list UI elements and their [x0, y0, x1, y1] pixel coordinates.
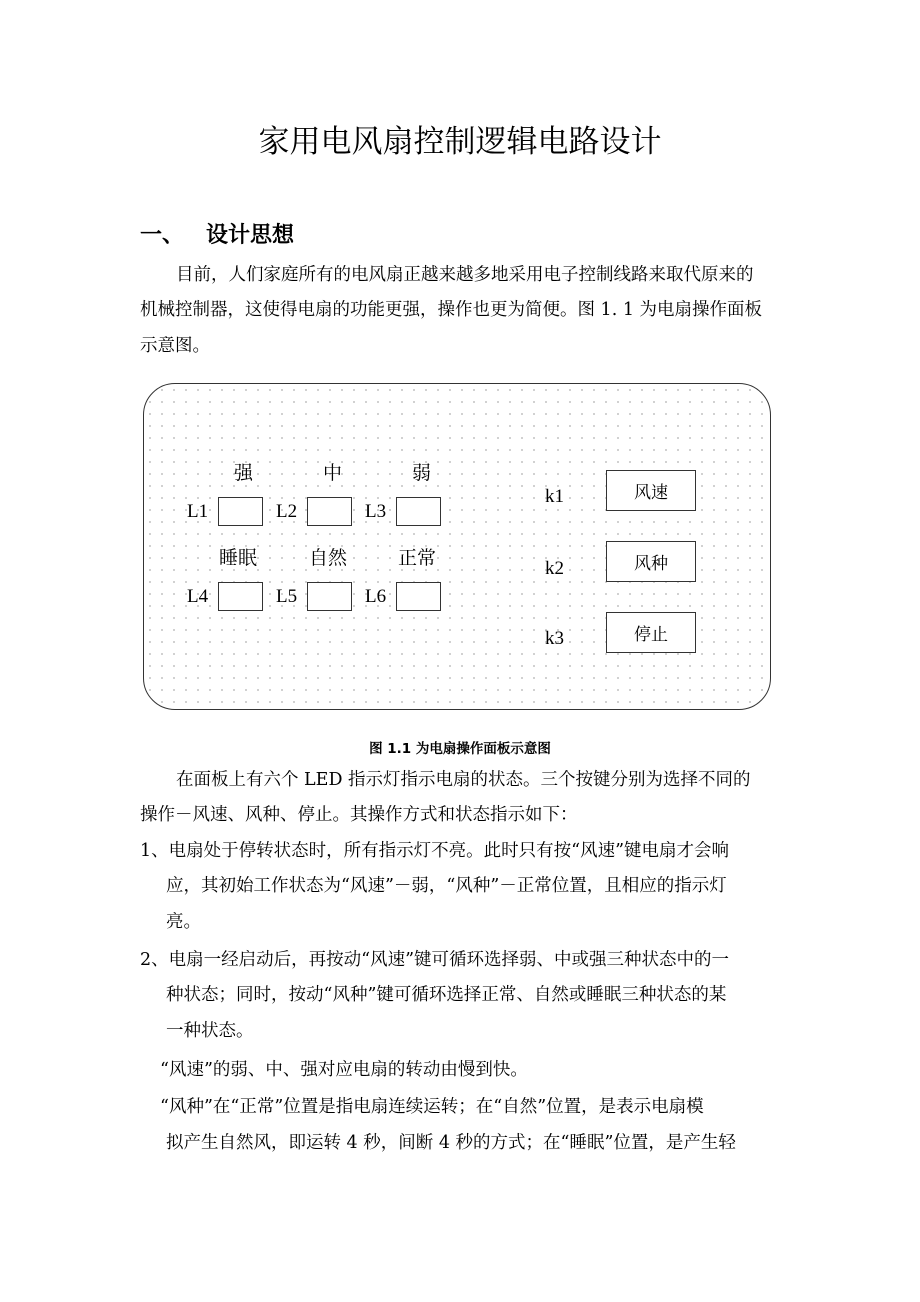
paragraph-line: 操作－风速、风种、停止。其操作方式和状态指示如下：	[140, 805, 578, 825]
led-name-l2: L2	[276, 501, 298, 522]
led-l1	[218, 497, 263, 526]
key-name-k1: k1	[545, 486, 564, 507]
paragraph-line: “风种”在“正常”位置是指电扇连续运转；在“自然”位置，是表示电扇模	[160, 1097, 704, 1117]
paragraph-line: 种状态；同时，按动“风种”键可循环选择正常、自然或睡眠三种状态的某	[166, 985, 727, 1005]
paragraph-line: 拟产生自然风，即运转 4 秒，间断 4 秒的方式；在“睡眠”位置，是产生轻	[166, 1133, 736, 1153]
label-natural: 自然	[309, 547, 348, 569]
led-l2	[307, 497, 352, 526]
led-l5	[307, 582, 352, 611]
paragraph-line: 在面板上有六个 LED 指示灯指示电扇的状态。三个按键分别为选择不同的	[176, 770, 751, 790]
led-name-l4: L4	[187, 586, 209, 607]
led-l6	[396, 582, 441, 611]
paragraph-line: 目前，人们家庭所有的电风扇正越来越多地采用电子控制线路来取代原来的	[176, 265, 754, 285]
label-medium: 中	[323, 462, 343, 484]
stop-button: 停止	[606, 612, 696, 653]
paragraph-line: 示意图。	[140, 336, 210, 356]
paragraph-line: 机械控制器，这使得电扇的功能更强，操作也更为简便。图 1. 1 为电扇操作面板	[140, 300, 763, 320]
wind-mode-button: 风种	[606, 541, 696, 582]
paragraph-line: 应，其初始工作状态为“风速”－弱，“风种”－正常位置，且相应的指示灯	[166, 876, 727, 896]
paragraph-line: “风速”的弱、中、强对应电扇的转动由慢到快。	[160, 1060, 528, 1080]
section-title: 设计思想	[206, 223, 295, 248]
section-number: 一、	[140, 223, 185, 248]
figure-caption: 图 1.1 为电扇操作面板示意图	[369, 741, 551, 757]
list-item-1: 1、电扇处于停转状态时，所有指示灯不亮。此时只有按“风速”键电扇才会响	[140, 841, 730, 861]
paragraph-line: 一种状态。	[166, 1021, 254, 1041]
key-name-k2: k2	[545, 558, 564, 579]
label-sleep: 睡眠	[219, 547, 258, 569]
label-normal: 正常	[398, 547, 437, 569]
document-title: 家用电风扇控制逻辑电路设计	[258, 124, 662, 160]
list-item-2: 2、电扇一经启动后，再按动“风速”键可循环选择弱、中或强三种状态中的一	[140, 950, 730, 970]
led-name-l3: L3	[365, 501, 387, 522]
paragraph-line: 亮。	[166, 912, 201, 932]
key-name-k3: k3	[545, 628, 564, 649]
led-l3	[396, 497, 441, 526]
led-name-l1: L1	[187, 501, 209, 522]
speed-button: 风速	[606, 470, 696, 511]
led-l4	[218, 582, 263, 611]
label-weak: 弱	[412, 462, 432, 484]
label-strong: 强	[234, 462, 254, 484]
led-name-l5: L5	[276, 586, 298, 607]
section-heading	[140, 218, 294, 249]
led-name-l6: L6	[365, 586, 387, 607]
